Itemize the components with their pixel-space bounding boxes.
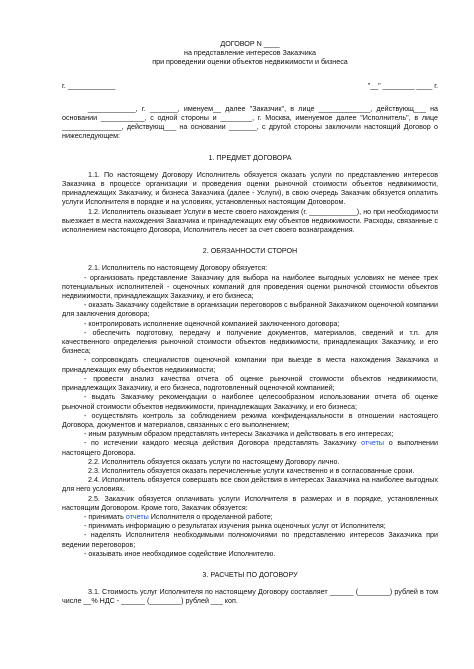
city-field: г. ____________ — [62, 81, 116, 90]
document-title: ДОГОВОР N ____ — [220, 40, 280, 48]
clause-2-4: 2.4. Исполнитель обязуется совершать все свои действия в интересах Заказчика на наиболее выгодных для него условиях. — [62, 476, 438, 494]
duty-item: - оказать Заказчику содействие в организации переговоров с выбранной Заказчиком оценочной компании для заключения договора; — [62, 301, 438, 319]
duty-item-reports — [62, 439, 438, 457]
customer-duty-item: - принимать информацию о результатах изучения рынка оценочных услуг от Исполнителя; — [84, 522, 386, 531]
duty-item-text: о выполнении настоящего Договора. — [62, 439, 438, 457]
duty-item-text: - по истечении каждого месяца действия Договора представлять Заказчику — [84, 439, 362, 448]
reports-link[interactable]: отчеты — [361, 439, 385, 448]
customer-duty-text: Исполнителя о проделанной работе; — [148, 512, 273, 521]
clause-2-2: 2.2. Исполнитель обязуется оказать услуги по настоящему Договору лично. — [88, 457, 340, 466]
document-subtitle-2: при проведении оценки объектов недвижимости и бизнеса — [152, 58, 348, 67]
section-1-heading: 1. ПРЕДМЕТ ДОГОВОРА — [208, 153, 292, 162]
date-field: "__" ________ ____ г. — [367, 81, 438, 90]
duty-item: - иным разумным образом представлять интересы Заказчика и действовать в его интересах; — [84, 430, 394, 439]
duty-item: - провести анализ качества отчета об оценке рыночной стоимости объектов недвижимости, принадлежащих Заказчику, и его бизнеса, подготовленный оценочной компанией; — [62, 374, 438, 393]
clause-1-2: 1.2. Исполнитель оказывает Услуги в месте своего нахождения (г. ____________), но при необходимости выезжает в места нахождения Заказчика и принадлежащих ему объектов недвижимости. Расходы, связанные с исполнением настоящего Договора, Исполнитель несет за счет своего вознаграждения. — [62, 207, 438, 235]
customer-duty-text: - принимать — [84, 512, 126, 521]
customer-duty-item: - оказывать иное необходимое содействие Исполнителю. — [84, 549, 276, 558]
place-date-row — [62, 82, 438, 91]
preamble: ____________, г. _______, именуем__ далее "Заказчик", в лице _____________, действующ___ на основании ___________, с одной стороны и ________, г. Москва, именуемое далее "Исполнитель", в лице _______________, действующ___ на основании _______, с другой стороны заключили настоящий Договор о нижеследующем: — [62, 104, 438, 141]
reports-link[interactable]: отчеты — [125, 512, 149, 521]
duty-item: - сопровождать специалистов оценочной компании при выезде в места нахождения Заказчика и принадлежащих ему объектов недвижимости; — [62, 356, 438, 374]
customer-duty-item: - наделять Исполнителя необходимыми полномочиями по представлению интересов Заказчика при ведении переговоров; — [62, 531, 438, 549]
clause-3-1: 3.1. Стоимость услуг Исполнителя по настоящему Договору составляет ______ (________) рублей в том числе __% НДС - ______ (________) рублей ___ коп. — [62, 588, 438, 606]
duty-item: - осуществлять контроль за соблюдением режима конфиденциальности в отношении настоящего Договора, документов и материалов, связанных с его выполнением; — [62, 411, 438, 429]
duty-item: - обеспечить подготовку, передачу и получение документов, материалов, сведений и т.п. для качественного определения рыночной стоимости объектов недвижимости, принадлежащих Заказчику, и его бизнеса; — [62, 328, 438, 356]
duty-item: - контролировать исполнение оценочной компанией заключенного договора; — [84, 319, 340, 328]
section-2-heading: 2. ОБЯЗАННОСТИ СТОРОН — [202, 247, 298, 256]
clause-2-3: 2.3. Исполнитель обязуется оказать перечисленные услуги качественно и в согласованные сроки. — [88, 466, 415, 475]
document-subtitle-1: на представление интересов Заказчика — [184, 49, 316, 58]
duty-item: - выдать Заказчику рекомендации о наиболее целесообразном использовании отчета об оценке рыночной стоимости объектов недвижимости, принадлежащих Заказчику, и его бизнеса; — [62, 393, 438, 411]
customer-duty-item — [62, 513, 438, 522]
clause-2-5: 2.5. Заказчик обязуется оплачивать услуги Исполнителя в размерах и в порядке, установленных настоящим Договором. Кроме того, Заказчик обязуется: — [62, 494, 438, 512]
clause-1-1: 1.1. По настоящему Договору Исполнитель обязуется оказать услуги по представлению интересов Заказчика в процессе организации и проведения оценки рыночной стоимости объектов недвижимости, принадлежащих Заказчику, и бизнеса Заказчика (далее - Услуги), в свою очередь Заказчик обязуется оплатить услуги Исполнителя в порядке и на условиях, установленных настоящим Договором. — [62, 170, 438, 207]
duty-item: - организовать представление Заказчику для выбора на наиболее выгодных условиях не менее трех потенциальных исполнителей - оценочных компаний для проведения оценки рыночной стоимости объектов недвижимости, принадлежащих Заказчику, и его бизнеса; — [62, 273, 438, 301]
section-3-heading: 3. РАСЧЕТЫ ПО ДОГОВОРУ — [202, 570, 298, 579]
clause-2-1: 2.1. Исполнитель по настоящему Договору обязуется: — [88, 264, 268, 273]
